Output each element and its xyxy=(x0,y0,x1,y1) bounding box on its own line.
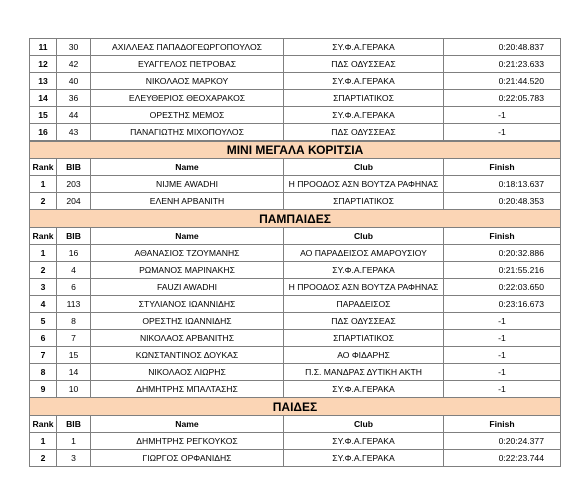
column-header-row xyxy=(30,228,561,245)
table-row xyxy=(30,56,561,73)
column-header-bib: BIB xyxy=(57,228,91,245)
rank-cell: 2 xyxy=(30,450,57,467)
column-header-row xyxy=(30,416,561,433)
table-row xyxy=(30,124,561,141)
club-cell: ΠΔΣ ΟΔΥΣΣΕΑΣ xyxy=(284,56,444,73)
bib-cell: 4 xyxy=(57,262,91,279)
rank-cell: 7 xyxy=(30,347,57,364)
bib-cell: 8 xyxy=(57,313,91,330)
name-cell: ΑΘΑΝΑΣΙΟΣ ΤΖΟΥΜΑΝΗΣ xyxy=(91,245,284,262)
finish-cell: 0:20:48.353 xyxy=(444,193,561,210)
bib-cell: 113 xyxy=(57,296,91,313)
finish-cell: 0:23:16.673 xyxy=(444,296,561,313)
club-cell: ΣΥ.Φ.Α.ΓΕΡΑΚΑ xyxy=(284,73,444,90)
bib-cell: 42 xyxy=(57,56,91,73)
club-cell: ΣΥ.Φ.Α.ΓΕΡΑΚΑ xyxy=(284,107,444,124)
column-header-finish: Finish xyxy=(444,228,561,245)
category-header xyxy=(30,398,561,416)
name-cell: ΝΙΚΟΛΑΟΣ ΜΑΡΚΟΥ xyxy=(91,73,284,90)
rank-cell: 2 xyxy=(30,193,57,210)
finish-cell: 0:22:03.650 xyxy=(444,279,561,296)
column-header-name: Name xyxy=(91,416,284,433)
column-header-name: Name xyxy=(91,228,284,245)
name-cell: ΟΡΕΣΤΗΣ ΙΩΑΝΝΙΔΗΣ xyxy=(91,313,284,330)
table-row xyxy=(30,330,561,347)
name-cell: ΕΛΕΝΗ ΑΡΒΑΝΙΤΗ xyxy=(91,193,284,210)
column-header-rank: Rank xyxy=(30,159,57,176)
name-cell: ΡΩΜΑΝΟΣ ΜΑΡΙΝΑΚΗΣ xyxy=(91,262,284,279)
finish-cell: 0:18:13.637 xyxy=(444,176,561,193)
club-cell: ΣΠΑΡΤΙΑΤΙΚΟΣ xyxy=(284,330,444,347)
rank-cell: 2 xyxy=(30,262,57,279)
category-title: ΜΙΝΙ ΜΕΓΑΛΑ ΚΟΡΙΤΣΙΑ xyxy=(30,141,561,159)
name-cell: ΣΤΥΛΙΑΝΟΣ ΙΩΑΝΝΙΔΗΣ xyxy=(91,296,284,313)
results-table xyxy=(29,38,561,467)
bib-cell: 43 xyxy=(57,124,91,141)
club-cell: Π.Σ. ΜΑΝΔΡΑΣ ΔΥΤΙΚΗ ΑΚΤΗ xyxy=(284,364,444,381)
name-cell: ΔΗΜΗΤΡΗΣ ΜΠΑΛΤΑΣΗΣ xyxy=(91,381,284,398)
bib-cell: 16 xyxy=(57,245,91,262)
table-row xyxy=(30,296,561,313)
club-cell: ΣΥ.Φ.Α.ΓΕΡΑΚΑ xyxy=(284,381,444,398)
column-header-finish: Finish xyxy=(444,416,561,433)
category-title: ΠΑΜΠΑΙΔΕΣ xyxy=(30,210,561,228)
rank-cell: 13 xyxy=(30,73,57,90)
table-row xyxy=(30,433,561,450)
finish-cell: 0:21:55.216 xyxy=(444,262,561,279)
finish-cell: 0:21:44.520 xyxy=(444,73,561,90)
finish-cell: -1 xyxy=(444,364,561,381)
finish-cell: 0:20:32.886 xyxy=(444,245,561,262)
rank-cell: 12 xyxy=(30,56,57,73)
column-header-rank: Rank xyxy=(30,416,57,433)
club-cell: ΠΑΡΑΔΕΙΣΟΣ xyxy=(284,296,444,313)
bib-cell: 44 xyxy=(57,107,91,124)
bib-cell: 7 xyxy=(57,330,91,347)
club-cell: ΣΥ.Φ.Α.ΓΕΡΑΚΑ xyxy=(284,39,444,56)
bib-cell: 36 xyxy=(57,90,91,107)
club-cell: ΠΔΣ ΟΔΥΣΣΕΑΣ xyxy=(284,313,444,330)
rank-cell: 8 xyxy=(30,364,57,381)
finish-cell: 0:22:05.783 xyxy=(444,90,561,107)
finish-cell: -1 xyxy=(444,347,561,364)
club-cell: ΣΥ.Φ.Α.ΓΕΡΑΚΑ xyxy=(284,262,444,279)
column-header-club: Club xyxy=(284,159,444,176)
club-cell: ΑΟ ΠΑΡΑΔΕΙΣΟΣ ΑΜΑΡΟΥΣΙΟΥ xyxy=(284,245,444,262)
column-header-bib: BIB xyxy=(57,416,91,433)
table-row xyxy=(30,450,561,467)
bib-cell: 30 xyxy=(57,39,91,56)
column-header-bib: BIB xyxy=(57,159,91,176)
table-row xyxy=(30,364,561,381)
name-cell: ΠΑΝΑΓΙΩΤΗΣ ΜΙΧΟΠΟΥΛΟΣ xyxy=(91,124,284,141)
finish-cell: -1 xyxy=(444,313,561,330)
name-cell: ΝΙΚΟΛΑΟΣ ΛΙΩΡΗΣ xyxy=(91,364,284,381)
table-row xyxy=(30,107,561,124)
rank-cell: 6 xyxy=(30,330,57,347)
name-cell: ΔΗΜΗΤΡΗΣ ΡΕΓΚΟΥΚΟΣ xyxy=(91,433,284,450)
club-cell: ΑΟ ΦΙΔΑΡΗΣ xyxy=(284,347,444,364)
rank-cell: 1 xyxy=(30,176,57,193)
club-cell: ΣΥ.Φ.Α.ΓΕΡΑΚΑ xyxy=(284,433,444,450)
finish-cell: -1 xyxy=(444,107,561,124)
finish-cell: -1 xyxy=(444,330,561,347)
club-cell: ΣΠΑΡΤΙΑΤΙΚΟΣ xyxy=(284,90,444,107)
rank-cell: 9 xyxy=(30,381,57,398)
column-header-finish: Finish xyxy=(444,159,561,176)
table-row xyxy=(30,193,561,210)
bib-cell: 203 xyxy=(57,176,91,193)
table-row xyxy=(30,73,561,90)
bib-cell: 10 xyxy=(57,381,91,398)
rank-cell: 4 xyxy=(30,296,57,313)
table-row xyxy=(30,347,561,364)
bib-cell: 40 xyxy=(57,73,91,90)
bib-cell: 204 xyxy=(57,193,91,210)
name-cell: ΝΙJΜΕ AWADHI xyxy=(91,176,284,193)
bib-cell: 1 xyxy=(57,433,91,450)
table-row xyxy=(30,381,561,398)
rank-cell: 16 xyxy=(30,124,57,141)
finish-cell: 0:21:23.633 xyxy=(444,56,561,73)
finish-cell: -1 xyxy=(444,381,561,398)
table-row xyxy=(30,39,561,56)
category-header xyxy=(30,141,561,159)
club-cell: Η ΠΡΟΟΔΟΣ ΑΣΝ ΒΟΥΤΖΑ ΡΑΦΗΝΑΣ xyxy=(284,176,444,193)
name-cell: ΚΩΝΣΤΑΝΤΙΝΟΣ ΔΟΥΚΑΣ xyxy=(91,347,284,364)
rank-cell: 11 xyxy=(30,39,57,56)
rank-cell: 5 xyxy=(30,313,57,330)
column-header-name: Name xyxy=(91,159,284,176)
finish-cell: 0:20:48.837 xyxy=(444,39,561,56)
table-row xyxy=(30,279,561,296)
name-cell: ΑΧΙΛΛΕΑΣ ΠΑΠΑΔΟΓΕΩΡΓΟΠΟΥΛΟΣ xyxy=(91,39,284,56)
bib-cell: 3 xyxy=(57,450,91,467)
name-cell: FAUZI AWADHI xyxy=(91,279,284,296)
bib-cell: 14 xyxy=(57,364,91,381)
category-title: ΠΑΙΔΕΣ xyxy=(30,398,561,416)
bib-cell: 15 xyxy=(57,347,91,364)
table-row xyxy=(30,245,561,262)
name-cell: ΝΙΚΟΛΑΟΣ ΑΡΒΑΝΙΤΗΣ xyxy=(91,330,284,347)
rank-cell: 1 xyxy=(30,433,57,450)
club-cell: ΣΠΑΡΤΙΑΤΙΚΟΣ xyxy=(284,193,444,210)
results-body xyxy=(30,39,561,467)
bib-cell: 6 xyxy=(57,279,91,296)
rank-cell: 1 xyxy=(30,245,57,262)
column-header-club: Club xyxy=(284,228,444,245)
name-cell: ΓΙΩΡΓΟΣ ΟΡΦΑΝΙΔΗΣ xyxy=(91,450,284,467)
table-row xyxy=(30,90,561,107)
column-header-rank: Rank xyxy=(30,228,57,245)
table-row xyxy=(30,313,561,330)
name-cell: ΟΡΕΣΤΗΣ ΜΕΜΟΣ xyxy=(91,107,284,124)
finish-cell: -1 xyxy=(444,124,561,141)
club-cell: ΠΔΣ ΟΔΥΣΣΕΑΣ xyxy=(284,124,444,141)
category-header xyxy=(30,210,561,228)
club-cell: Η ΠΡΟΟΔΟΣ ΑΣΝ ΒΟΥΤΖΑ ΡΑΦΗΝΑΣ xyxy=(284,279,444,296)
table-row xyxy=(30,176,561,193)
name-cell: ΕΥΑΓΓΕΛΟΣ ΠΕΤΡΟΒΑΣ xyxy=(91,56,284,73)
name-cell: ΕΛΕΥΘΕΡΙΟΣ ΘΕΟΧΑΡΑΚΟΣ xyxy=(91,90,284,107)
finish-cell: 0:20:24.377 xyxy=(444,433,561,450)
column-header-row xyxy=(30,159,561,176)
rank-cell: 14 xyxy=(30,90,57,107)
column-header-club: Club xyxy=(284,416,444,433)
rank-cell: 15 xyxy=(30,107,57,124)
club-cell: ΣΥ.Φ.Α.ΓΕΡΑΚΑ xyxy=(284,450,444,467)
finish-cell: 0:22:23.744 xyxy=(444,450,561,467)
table-row xyxy=(30,262,561,279)
rank-cell: 3 xyxy=(30,279,57,296)
